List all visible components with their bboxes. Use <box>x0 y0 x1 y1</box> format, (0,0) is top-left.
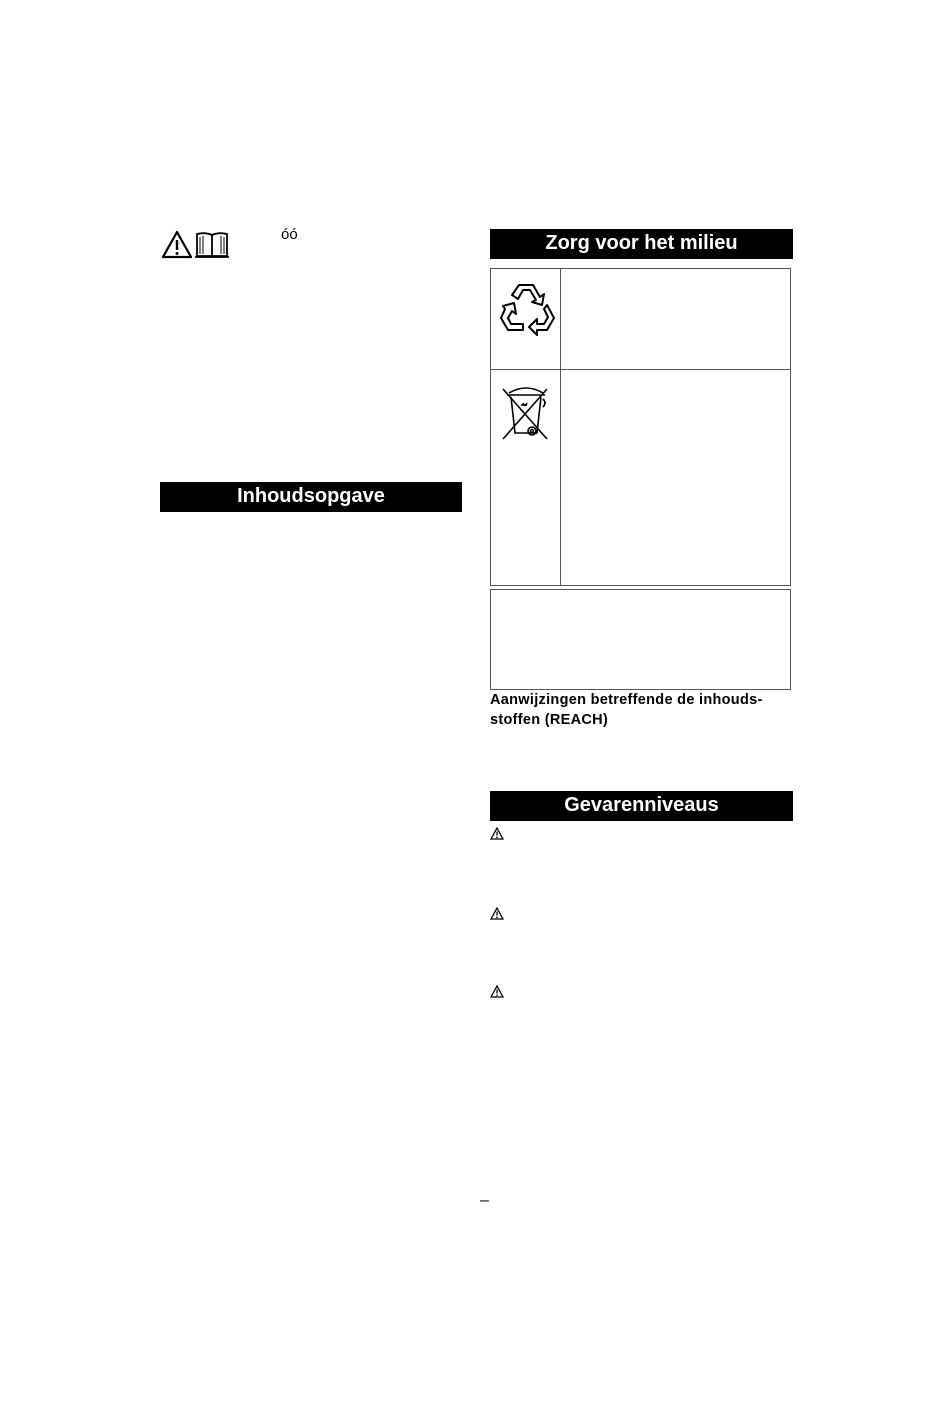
warning-level-icon <box>490 907 504 920</box>
manual-book-icon <box>195 233 229 257</box>
environment-section-title: Zorg voor het milieu <box>490 229 793 259</box>
warning-reference-text: óó <box>281 226 298 243</box>
table-column-divider <box>560 269 561 585</box>
crossed-out-bin-icon <box>501 381 551 443</box>
reach-heading-line2: stoffen (REACH) <box>490 712 609 728</box>
danger-warning-icon <box>490 827 504 840</box>
hazard-section-title: Gevarenniveaus <box>490 791 793 821</box>
recycle-icon <box>499 281 555 341</box>
page-number-marker: – <box>480 1192 489 1209</box>
reach-heading-line1: Aanwijzingen betreffende de inhouds- <box>490 692 763 708</box>
reach-heading <box>490 690 790 730</box>
environment-note-box <box>490 589 791 690</box>
contents-section-title: Inhoudsopgave <box>160 482 462 512</box>
warning-manual-icon-group <box>162 230 232 260</box>
caution-warning-icon <box>490 985 504 998</box>
warning-triangle-icon <box>162 230 232 260</box>
table-row-divider <box>491 369 790 370</box>
environment-table <box>490 268 791 586</box>
